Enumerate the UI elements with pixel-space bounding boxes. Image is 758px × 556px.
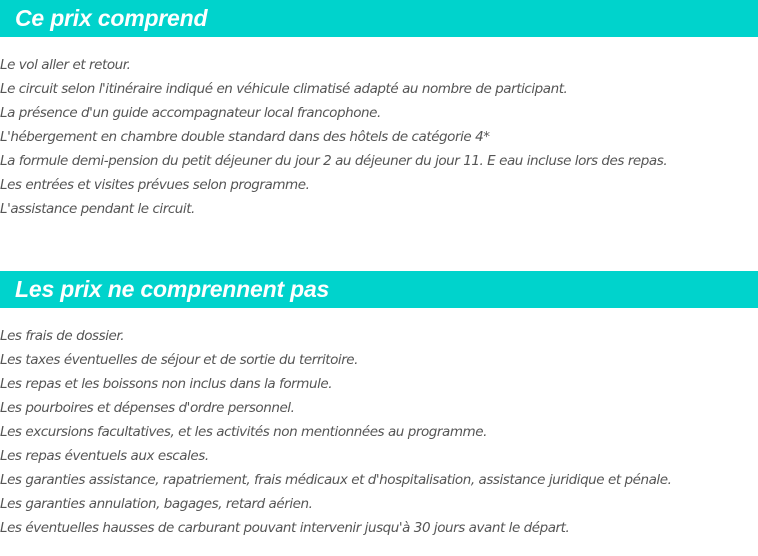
list-item: Les repas et les boissons non inclus dans la formule.: [0, 376, 333, 392]
list-item: Les repas éventuels aux escales.: [0, 448, 209, 464]
list-item: Les garanties assistance, rapatriement, frais médicaux et d'hospitalisation, assistance juridique et pénale.: [0, 472, 672, 488]
list-item: Les entrées et visites prévues selon programme.: [0, 177, 310, 193]
excluded-section-header: [0, 271, 758, 308]
list-item: La formule demi-pension du petit déjeuner du jour 2 au déjeuner du jour 11. E eau incluse lors des repas.: [0, 153, 668, 169]
list-item: Les garanties annulation, bagages, retard aérien.: [0, 496, 313, 512]
list-item: L'hébergement en chambre double standard dans des hôtels de catégorie 4*: [0, 129, 490, 145]
list-item: Les éventuelles hausses de carburant pouvant intervenir jusqu'à 30 jours avant le départ.: [0, 520, 570, 536]
list-item: L'assistance pendant le circuit.: [0, 201, 195, 217]
list-item: La présence d'un guide accompagnateur local francophone.: [0, 105, 381, 121]
list-item: Les taxes éventuelles de séjour et de sortie du territoire.: [0, 352, 359, 368]
included-section-title: Ce prix comprend: [15, 5, 208, 31]
list-item: Les frais de dossier.: [0, 328, 125, 344]
list-item: Le circuit selon l'itinéraire indiqué en véhicule climatisé adapté au nombre de participant.: [0, 81, 568, 97]
list-item: Les excursions facultatives, et les activités non mentionnées au programme.: [0, 424, 487, 440]
included-list: [0, 53, 667, 221]
list-item: Les pourboires et dépenses d'ordre personnel.: [0, 400, 295, 416]
included-section-header: [0, 0, 758, 37]
excluded-section-title: Les prix ne comprennent pas: [15, 276, 330, 302]
list-item: Le vol aller et retour.: [0, 57, 131, 73]
excluded-list: [0, 324, 671, 540]
